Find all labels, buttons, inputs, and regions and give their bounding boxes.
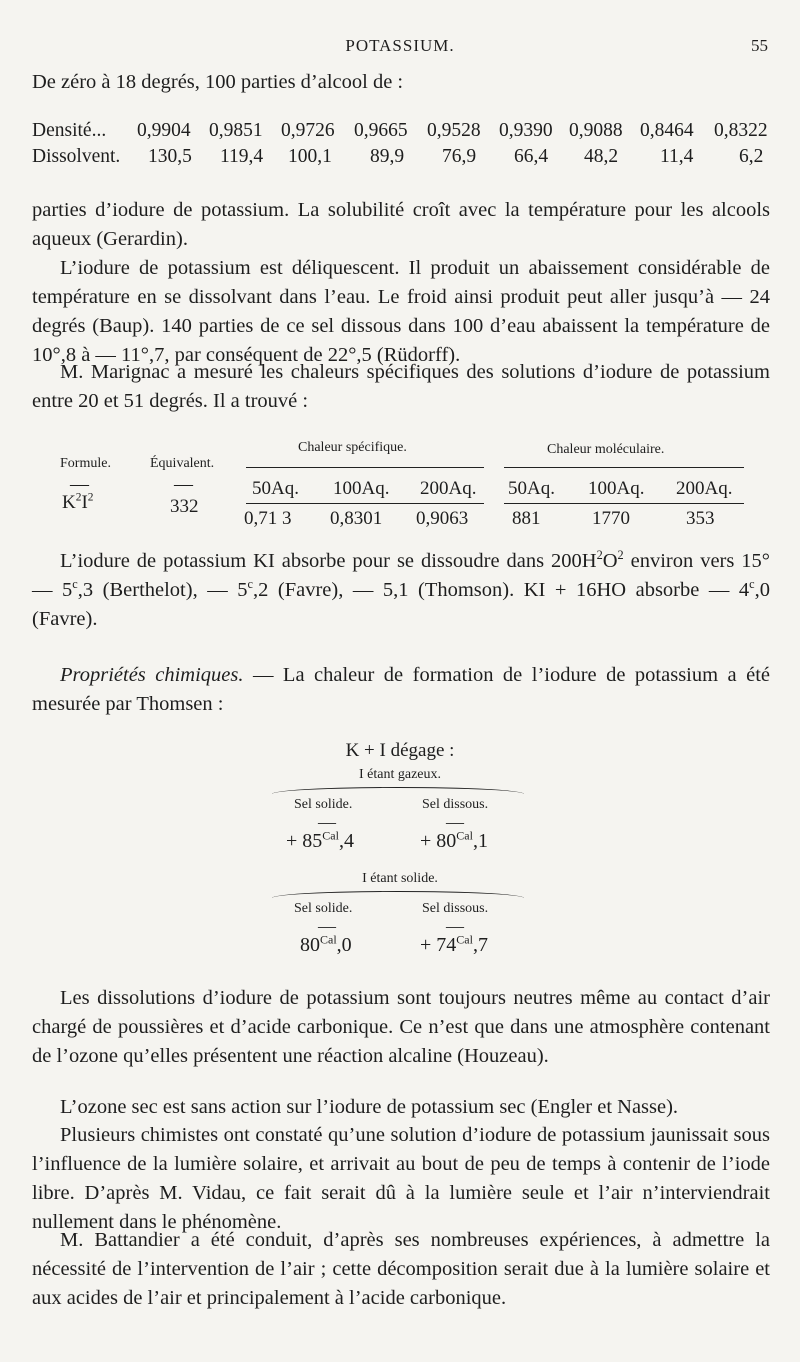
paragraph-battandier: M. Battandier a été conduit, d’après ses nombreuses expériences, à admettre la nécessité de l’intervention de l’air ; cette décomposition serait due à la lumière solaire et aux acides de l’air et principalement à l’acide carbonique. — [32, 1229, 770, 1309]
molecular-heat-value: 353 — [686, 508, 715, 529]
formula-base: K — [62, 492, 76, 513]
density-value: 0,9088 — [569, 120, 623, 141]
text-segment: O — [602, 550, 618, 572]
equivalent-dash: — — [174, 474, 193, 495]
header-dash: — — [446, 916, 464, 936]
heat-value-solid-dissolved — [420, 934, 488, 957]
value-prefix: + 74 — [420, 934, 457, 956]
paragraph-absorption — [32, 547, 770, 634]
value-prefix: + 80 — [420, 830, 457, 852]
salt-dissolved-label: Sel dissous. — [422, 797, 489, 812]
molecular-heat-header: Chaleur moléculaire. — [547, 442, 665, 457]
paragraph-ozone: L’ozone sec est sans action sur l’iodure de potassium sec (Engler et Nasse). — [60, 1096, 679, 1118]
column-header: 200Aq. — [420, 478, 477, 499]
formula-dash: — — [70, 474, 89, 495]
specific-heat-brace — [246, 467, 484, 468]
column-header: 100Aq. — [333, 478, 390, 499]
density-value: 0,9726 — [281, 120, 335, 141]
molecular-heat-value: 1770 — [592, 508, 630, 529]
molecular-heat-value: 881 — [512, 508, 541, 529]
superscript: 2 — [617, 548, 624, 563]
formula-iodine: I — [81, 492, 88, 513]
table-rule — [246, 503, 484, 504]
column-header: 50Aq. — [508, 478, 555, 499]
equivalent-value: 332 — [170, 496, 199, 517]
solid-state-label: I étant solide. — [362, 871, 438, 886]
density-value: 0,9528 — [427, 120, 481, 141]
value-prefix: 80 — [300, 934, 320, 956]
header-dash: — — [318, 812, 336, 832]
value-suffix: ,7 — [472, 934, 488, 956]
salt-dissolved-label: Sel dissous. — [422, 901, 489, 916]
density-value: 0,8464 — [640, 120, 694, 141]
text-segment: environ vers 15° — 5 — [32, 550, 770, 601]
dissolvent-label: Dissolvent. — [32, 146, 121, 167]
dissolvent-value: 76,9 — [442, 146, 477, 167]
formula-superscript: 2 — [87, 491, 94, 504]
dissolvent-value: 89,9 — [370, 146, 405, 167]
salt-solid-label: Sel solide. — [294, 797, 353, 812]
intro-line: De zéro à 18 degrés, 100 parties d’alcool de : — [32, 71, 404, 93]
formula-superscript: 2 — [75, 491, 82, 504]
specific-heat-value: 0,9063 — [416, 508, 469, 529]
paragraph-neutral-solutions: Les dissolutions d’iodure de potassium sont toujours neutres même au contact d’air chargé de poussières et d’acide carbonique. Ce n’est que dans une atmosphère contenant de l’ozone qu’elles présentent une réaction alcaline (Houzeau). — [32, 987, 770, 1067]
table-rule — [504, 503, 744, 504]
value-unit: Cal — [322, 828, 339, 843]
value-suffix: ,4 — [338, 830, 354, 852]
value-unit: Cal — [456, 932, 473, 947]
superscript: c — [247, 577, 253, 592]
density-label: Densité... — [32, 120, 107, 141]
superscript: 2 — [596, 548, 603, 563]
text-segment: ,2 (Favre), — 5,1 (Thomson). KI + 16HO absorbe — 4 — [252, 579, 750, 601]
density-table — [32, 120, 772, 172]
section-heading: Propriétés chimiques. — [60, 664, 244, 686]
value-prefix: + 85 — [286, 830, 323, 852]
specific-heat-header: Chaleur spécifique. — [298, 440, 407, 455]
heat-value-gas-dissolved — [420, 830, 488, 853]
dissolvent-row — [32, 146, 772, 172]
density-value: 0,8322 — [714, 120, 768, 141]
paragraph-light: Plusieurs chimistes ont constaté qu’une solution d’iodure de potassium jaunissait sous l’influence de la lumière solaire, et arrivait au bout de peu de temps à contenir de l’iode libre. D’après M. Vidau, ce fait serait dû à la lumière seule et l’air n’interviendrait nullement dans le phénomène. — [32, 1124, 770, 1233]
molecular-heat-brace — [504, 467, 744, 468]
density-value: 0,9851 — [209, 120, 263, 141]
page-number: 55 — [751, 36, 768, 55]
column-header: 200Aq. — [676, 478, 733, 499]
paragraph-deliquescent: L’iodure de potassium est déliquescent. Il produit un abaissement considérable de température en se dissolvant dans l’eau. Le froid ainsi produit peut aller jusqu’à — 24 degrés (Baup). 140 parties de ce sel dissous dans 100 d’eau abaissent la température de 10°,8 à — 11°,7, par conséquent de 22°,5 (Rüdorff). — [32, 257, 770, 366]
value-suffix: ,1 — [472, 830, 488, 852]
density-value: 0,9665 — [354, 120, 408, 141]
equivalent-header: Équivalent. — [150, 456, 215, 471]
reaction-line: K + I dégage : — [345, 740, 455, 761]
header-dash: — — [446, 812, 464, 832]
dissolvent-value: 66,4 — [514, 146, 549, 167]
column-header: 50Aq. — [252, 478, 299, 499]
formula-header: Formule. — [60, 456, 111, 471]
paragraph-solubility: parties d’iodure de potassium. La solubilité croît avec la température pour les alcools aqueux (Gerardin). — [32, 199, 770, 250]
density-value: 0,9904 — [137, 120, 191, 141]
dissolvent-value: 6,2 — [739, 146, 764, 167]
dissolvent-value: 119,4 — [220, 146, 264, 167]
formula-k2i2 — [62, 492, 93, 514]
value-unit: Cal — [320, 932, 337, 947]
solid-state-brace — [272, 891, 524, 898]
density-value: 0,9390 — [499, 120, 553, 141]
specific-heat-value: 0,8301 — [330, 508, 383, 529]
superscript: c — [72, 577, 78, 592]
density-row — [32, 120, 772, 146]
running-title: POTASSIUM. — [345, 36, 455, 55]
value-unit: Cal — [456, 828, 473, 843]
gas-state-brace — [272, 787, 524, 794]
header-dash: — — [318, 916, 336, 936]
specific-heat-value: 0,71 3 — [244, 508, 292, 529]
heat-value-gas-solid — [286, 830, 354, 853]
dissolvent-value: 100,1 — [288, 146, 332, 167]
gas-state-label: I étant gazeux. — [358, 767, 441, 782]
column-header: 100Aq. — [588, 478, 645, 499]
text-segment: L’iodure de potassium KI absorbe pour se dissoudre dans 200H — [60, 550, 597, 572]
text-segment: ,0 (Favre). — [32, 579, 770, 630]
superscript: c — [749, 577, 755, 592]
heat-value-solid-solid — [300, 934, 352, 957]
page-header — [0, 36, 800, 60]
dissolvent-value: 48,2 — [584, 146, 619, 167]
text-segment: ,3 (Berthelot), — 5 — [77, 579, 248, 601]
dissolvent-value: 130,5 — [148, 146, 192, 167]
value-suffix: ,0 — [336, 934, 352, 956]
paragraph-chemical-properties — [32, 661, 770, 719]
text-segment: — La chaleur de formation de l’iodure de potassium a été mesurée par Thomsen : — [32, 664, 770, 715]
paragraph-marignac: M. Marignac a mesuré les chaleurs spécifiques des solutions d’iodure de potassium entre 20 et 51 degrés. Il a trouvé : — [32, 361, 770, 412]
dissolvent-value: 11,4 — [660, 146, 694, 167]
salt-solid-label: Sel solide. — [294, 901, 353, 916]
